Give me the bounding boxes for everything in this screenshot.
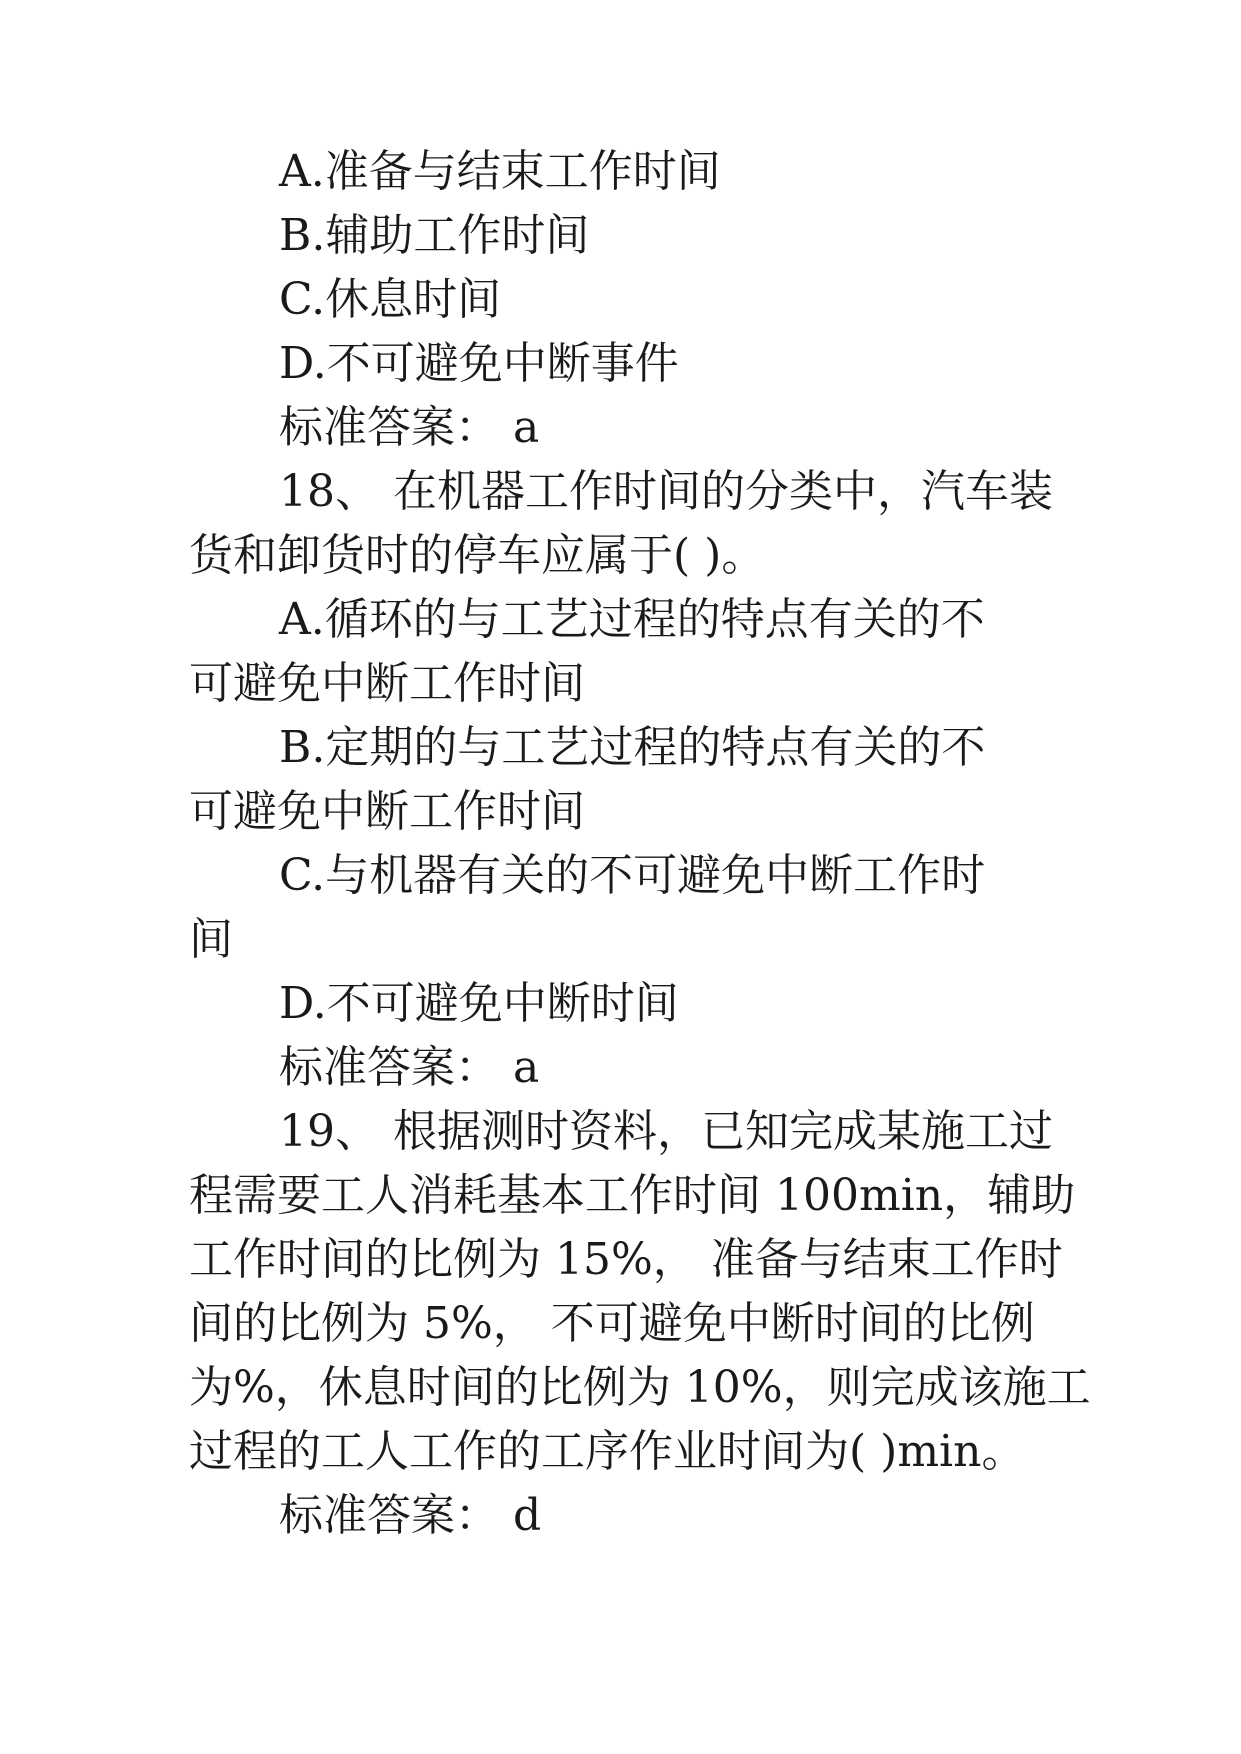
q19-stem-line-5: 为%，休息时间的比例为 10%，则完成该施工 — [189, 1362, 1091, 1413]
q17-option-b: B.辅助工作时间 — [279, 210, 590, 261]
q17-answer: 标准答案： a — [279, 402, 540, 453]
q18-option-a-line-2: 可避免中断工作时间 — [189, 658, 585, 709]
q18-stem-line-2: 货和卸货时的停车应属于( )。 — [189, 530, 766, 581]
q17-option-c: C.休息时间 — [279, 274, 502, 325]
q18-option-c-line-2: 间 — [189, 914, 233, 965]
q18-option-b-line-1: B.定期的与工艺过程的特点有关的不 — [279, 722, 986, 773]
q19-stem-line-6: 过程的工人工作的工序作业时间为( )min。 — [189, 1426, 1026, 1477]
q19-answer: 标准答案： d — [279, 1490, 542, 1541]
q18-option-c-line-1: C.与机器有关的不可避免中断工作时 — [279, 850, 986, 901]
q19-stem-line-4: 间的比例为 5%， 不可避免中断时间的比例 — [189, 1298, 1035, 1349]
q18-option-b-line-2: 可避免中断工作时间 — [189, 786, 585, 837]
q19-stem-line-1: 19、 根据测时资料，已知完成某施工过 — [279, 1106, 1053, 1157]
q17-option-d: D.不可避免中断事件 — [279, 338, 679, 389]
q18-option-a-line-1: A.循环的与工艺过程的特点有关的不 — [279, 594, 985, 645]
q17-option-a: A.准备与结束工作时间 — [279, 146, 721, 197]
q18-stem-line-1: 18、 在机器工作时间的分类中，汽车装 — [279, 466, 1053, 517]
q19-stem-line-3: 工作时间的比例为 15%， 准备与结束工作时 — [189, 1234, 1063, 1285]
q18-option-d: D.不可避免中断时间 — [279, 978, 679, 1029]
q18-answer: 标准答案： a — [279, 1042, 540, 1093]
document-page — [189, 140, 1091, 1548]
q19-stem-line-2: 程需要工人消耗基本工作时间 100min，辅助 — [189, 1170, 1076, 1221]
